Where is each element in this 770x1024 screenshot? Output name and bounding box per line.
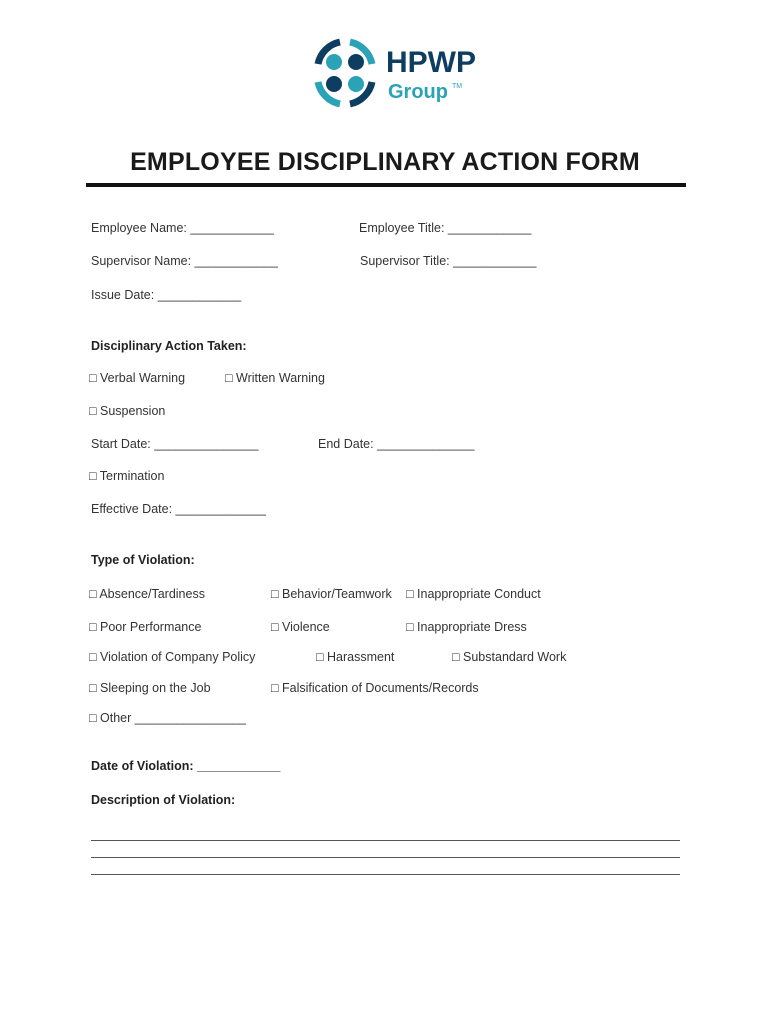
absence-tardiness-checkbox[interactable]: □ Absence/Tardiness: [89, 587, 205, 601]
logo-subtitle: Group: [388, 81, 448, 103]
start-date-field[interactable]: Start Date: _______________: [91, 437, 259, 451]
description-line[interactable]: [91, 840, 680, 841]
company-logo: [310, 38, 500, 110]
date-of-violation-field[interactable]: Date of Violation: ____________: [91, 759, 281, 773]
logo-wordmark: HPWP: [386, 46, 476, 79]
verbal-warning-checkbox[interactable]: □ Verbal Warning: [89, 371, 186, 385]
employee-title-field[interactable]: Employee Title: ____________: [359, 221, 532, 235]
issue-date-field[interactable]: Issue Date: ____________: [91, 288, 242, 302]
inappropriate-dress-checkbox[interactable]: □ Inappropriate Dress: [406, 620, 527, 634]
sleeping-on-job-checkbox[interactable]: □ Sleeping on the Job: [89, 681, 211, 695]
effective-date-field[interactable]: Effective Date: _____________: [91, 502, 266, 516]
four-circle-people-logo-icon: [310, 38, 500, 110]
other-checkbox[interactable]: □ Other ________________: [89, 711, 246, 725]
poor-performance-checkbox[interactable]: □ Poor Performance: [89, 620, 202, 634]
description-line[interactable]: [91, 857, 680, 858]
substandard-work-checkbox[interactable]: □ Substandard Work: [452, 650, 567, 664]
page-title: EMPLOYEE DISCIPLINARY ACTION FORM: [130, 148, 640, 176]
logo-trademark: TM: [452, 83, 463, 90]
description-heading: Description of Violation:: [91, 793, 236, 807]
description-line[interactable]: [91, 874, 680, 875]
violence-checkbox[interactable]: □ Violence: [271, 620, 330, 634]
end-date-field[interactable]: End Date: ______________: [318, 437, 475, 451]
inappropriate-conduct-checkbox[interactable]: □ Inappropriate Conduct: [406, 587, 541, 601]
supervisor-title-field[interactable]: Supervisor Title: ____________: [360, 254, 537, 268]
written-warning-checkbox[interactable]: □ Written Warning: [225, 371, 325, 385]
company-policy-checkbox[interactable]: □ Violation of Company Policy: [89, 650, 256, 664]
title-divider: [86, 183, 686, 187]
action-heading: Disciplinary Action Taken:: [91, 339, 247, 353]
suspension-checkbox[interactable]: □ Suspension: [89, 404, 166, 418]
employee-name-field[interactable]: Employee Name: ____________: [91, 221, 274, 235]
falsification-checkbox[interactable]: □ Falsification of Documents/Records: [271, 681, 479, 695]
violation-heading: Type of Violation:: [91, 553, 195, 567]
termination-checkbox[interactable]: □ Termination: [89, 469, 165, 483]
supervisor-name-field[interactable]: Supervisor Name: ____________: [91, 254, 278, 268]
behavior-teamwork-checkbox[interactable]: □ Behavior/Teamwork: [271, 587, 392, 601]
harassment-checkbox[interactable]: □ Harassment: [316, 650, 395, 664]
